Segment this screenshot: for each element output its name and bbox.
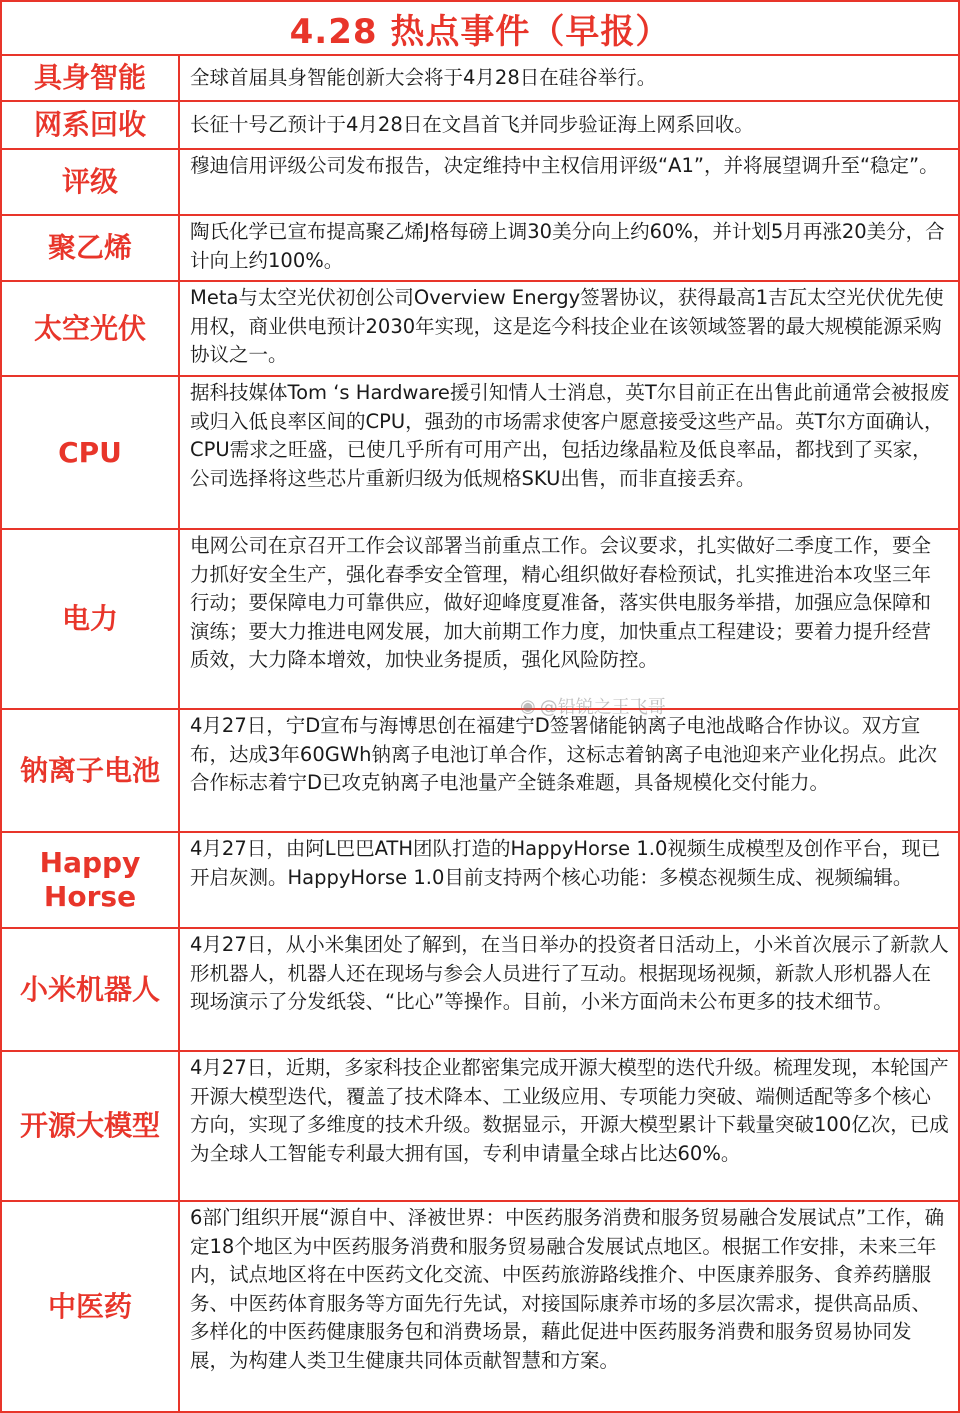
topic-label: Happy Horse [2, 833, 180, 927]
news-text: 4月27日，由阿L巴巴ATH团队打造的HappyHorse 1.0视频生成模型及创作平台，现已开启灰测。HappyHorse 1.0目前支持两个核心功能：多模态视频生成、视频编辑。 [190, 837, 941, 889]
news-text: 全球首届具身智能创新大会将于4月28日在硅谷举行。 [190, 65, 657, 89]
news-text: 据科技媒体Tom ‘s Hardware援引知情人士消息，英T尔目前正在出售此前通常会被报废或归入低良率区间的CPU，强劲的市场需求使客户愿意接受这些产品。英T尔方面确认，CPU需求之旺盛，已使几乎所有可用产出，包括边缘晶粒及低良率品，都找到了买家，公司选择将这些芯片重新归级为低规格SKU出售，而非直接丢弃。 [190, 381, 950, 490]
news-text: 陶氏化学已宣布提高聚乙烯J格每磅上调30美分向上约60%，并计划5月再涨20美分，合计向上约100%。 [190, 220, 945, 272]
news-text: 6部门组织开展“源自中、泽被世界：中医药服务消费和服务贸易融合发展试点”工作，确定18个地区为中医药服务消费和服务贸易融合发展试点地区。根据工作安排，未来三年内，试点地区将在中医药文化交流、中医药旅游路线推介、中医康养服务、食养药膳服务、中医药体育服务等方面先行先试，对接国际康养市场的多层次需求，提供高品质、多样化的中医药健康服务包和消费场景，藉此促进中医药服务消费和服务贸易协同发展，为构建人类卫生健康共同体贡献智慧和方案。 [190, 1206, 945, 1372]
topic-label: 开源大模型 [2, 1052, 180, 1200]
news-text: Meta与太空光伏初创公司Overview Energy签署协议，获得最高1吉瓦太空光伏优先使用权，商业供电预计2030年实现，这是迄今科技企业在该领域签署的最大规模能源采购协议之一。 [190, 286, 944, 367]
weibo-icon: ◉ [520, 695, 536, 717]
news-text: 4月27日，近期，多家科技企业都密集完成开源大模型的迭代升级。梳理发现，本轮国产开源大模型迭代，覆盖了技术降本、工业级应用、专项能力突破、端侧适配等多个核心方向，实现了多维度的技术升级。数据显示，开源大模型累计下载量突破100亿次，已成为全球人工智能专利最大拥有国，专利申请量全球占比达60%。 [190, 1056, 949, 1165]
news-text: 4月27日，宁D宣布与海博思创在福建宁D签署储能钠离子电池战略合作协议。双方宣布，达成3年60GWh钠离子电池订单合作，这标志着钠离子电池迎来产业化拐点。此次合作标志着宁D已攻克钠离子电池量产全链条难题，具备规模化交付能力。 [190, 714, 937, 795]
news-row [2, 833, 958, 929]
topic-label: 具身智能 [2, 56, 180, 100]
topic-label: 聚乙烯 [2, 216, 180, 280]
topic-label: 网系回收 [2, 102, 180, 148]
page-title: 4.28 热点事件（早报） [2, 2, 958, 56]
topic-label: 钠离子电池 [2, 710, 180, 831]
news-text: 穆迪信用评级公司发布报告，决定维持中主权信用评级“A1”，并将展望调升至“稳定”。 [190, 154, 939, 177]
watermark [520, 693, 666, 719]
topic-label: CPU [2, 377, 180, 528]
topic-label: 太空光伏 [2, 282, 180, 375]
topic-label: 中医药 [2, 1202, 180, 1411]
news-row [2, 282, 958, 377]
news-text: 电网公司在京召开工作会议部署当前重点工作。会议要求，扎实做好二季度工作，要全力抓好安全生产，强化春季安全管理，精心组织做好春检预试，扎实推进治本攻坚三年行动；要保障电力可靠供应，做好迎峰度夏准备，落实供电服务举措，加强应急保障和演练；要大力推进电网发展，加大前期工作力度，加快重点工程建设；要着力提升经营质效，大力降本增效，加快业务提质，强化风险防控。 [190, 534, 932, 672]
news-row [2, 1052, 958, 1202]
news-row [2, 929, 958, 1052]
news-row [2, 377, 958, 530]
news-text: 长征十号乙预计于4月28日在文昌首飞并同步验证海上网系回收。 [190, 112, 754, 136]
topic-label: 评级 [2, 150, 180, 214]
news-row [2, 710, 958, 833]
news-row [2, 1202, 958, 1411]
news-row [2, 150, 958, 216]
watermark-text: @铅锐之王飞哥 [539, 697, 666, 718]
news-row [2, 216, 958, 282]
news-row [2, 102, 958, 150]
news-row [2, 530, 958, 710]
news-text: 4月27日，从小米集团处了解到，在当日举办的投资者日活动上，小米首次展示了新款人形机器人，机器人还在现场与参会人员进行了互动。根据现场视频，新款人形机器人在现场演示了分发纸袋、“比心”等操作。目前，小米方面尚未公布更多的技术细节。 [190, 933, 949, 1014]
topic-label: 小米机器人 [2, 929, 180, 1050]
news-row [2, 56, 958, 102]
topic-label: 电力 [2, 530, 180, 708]
